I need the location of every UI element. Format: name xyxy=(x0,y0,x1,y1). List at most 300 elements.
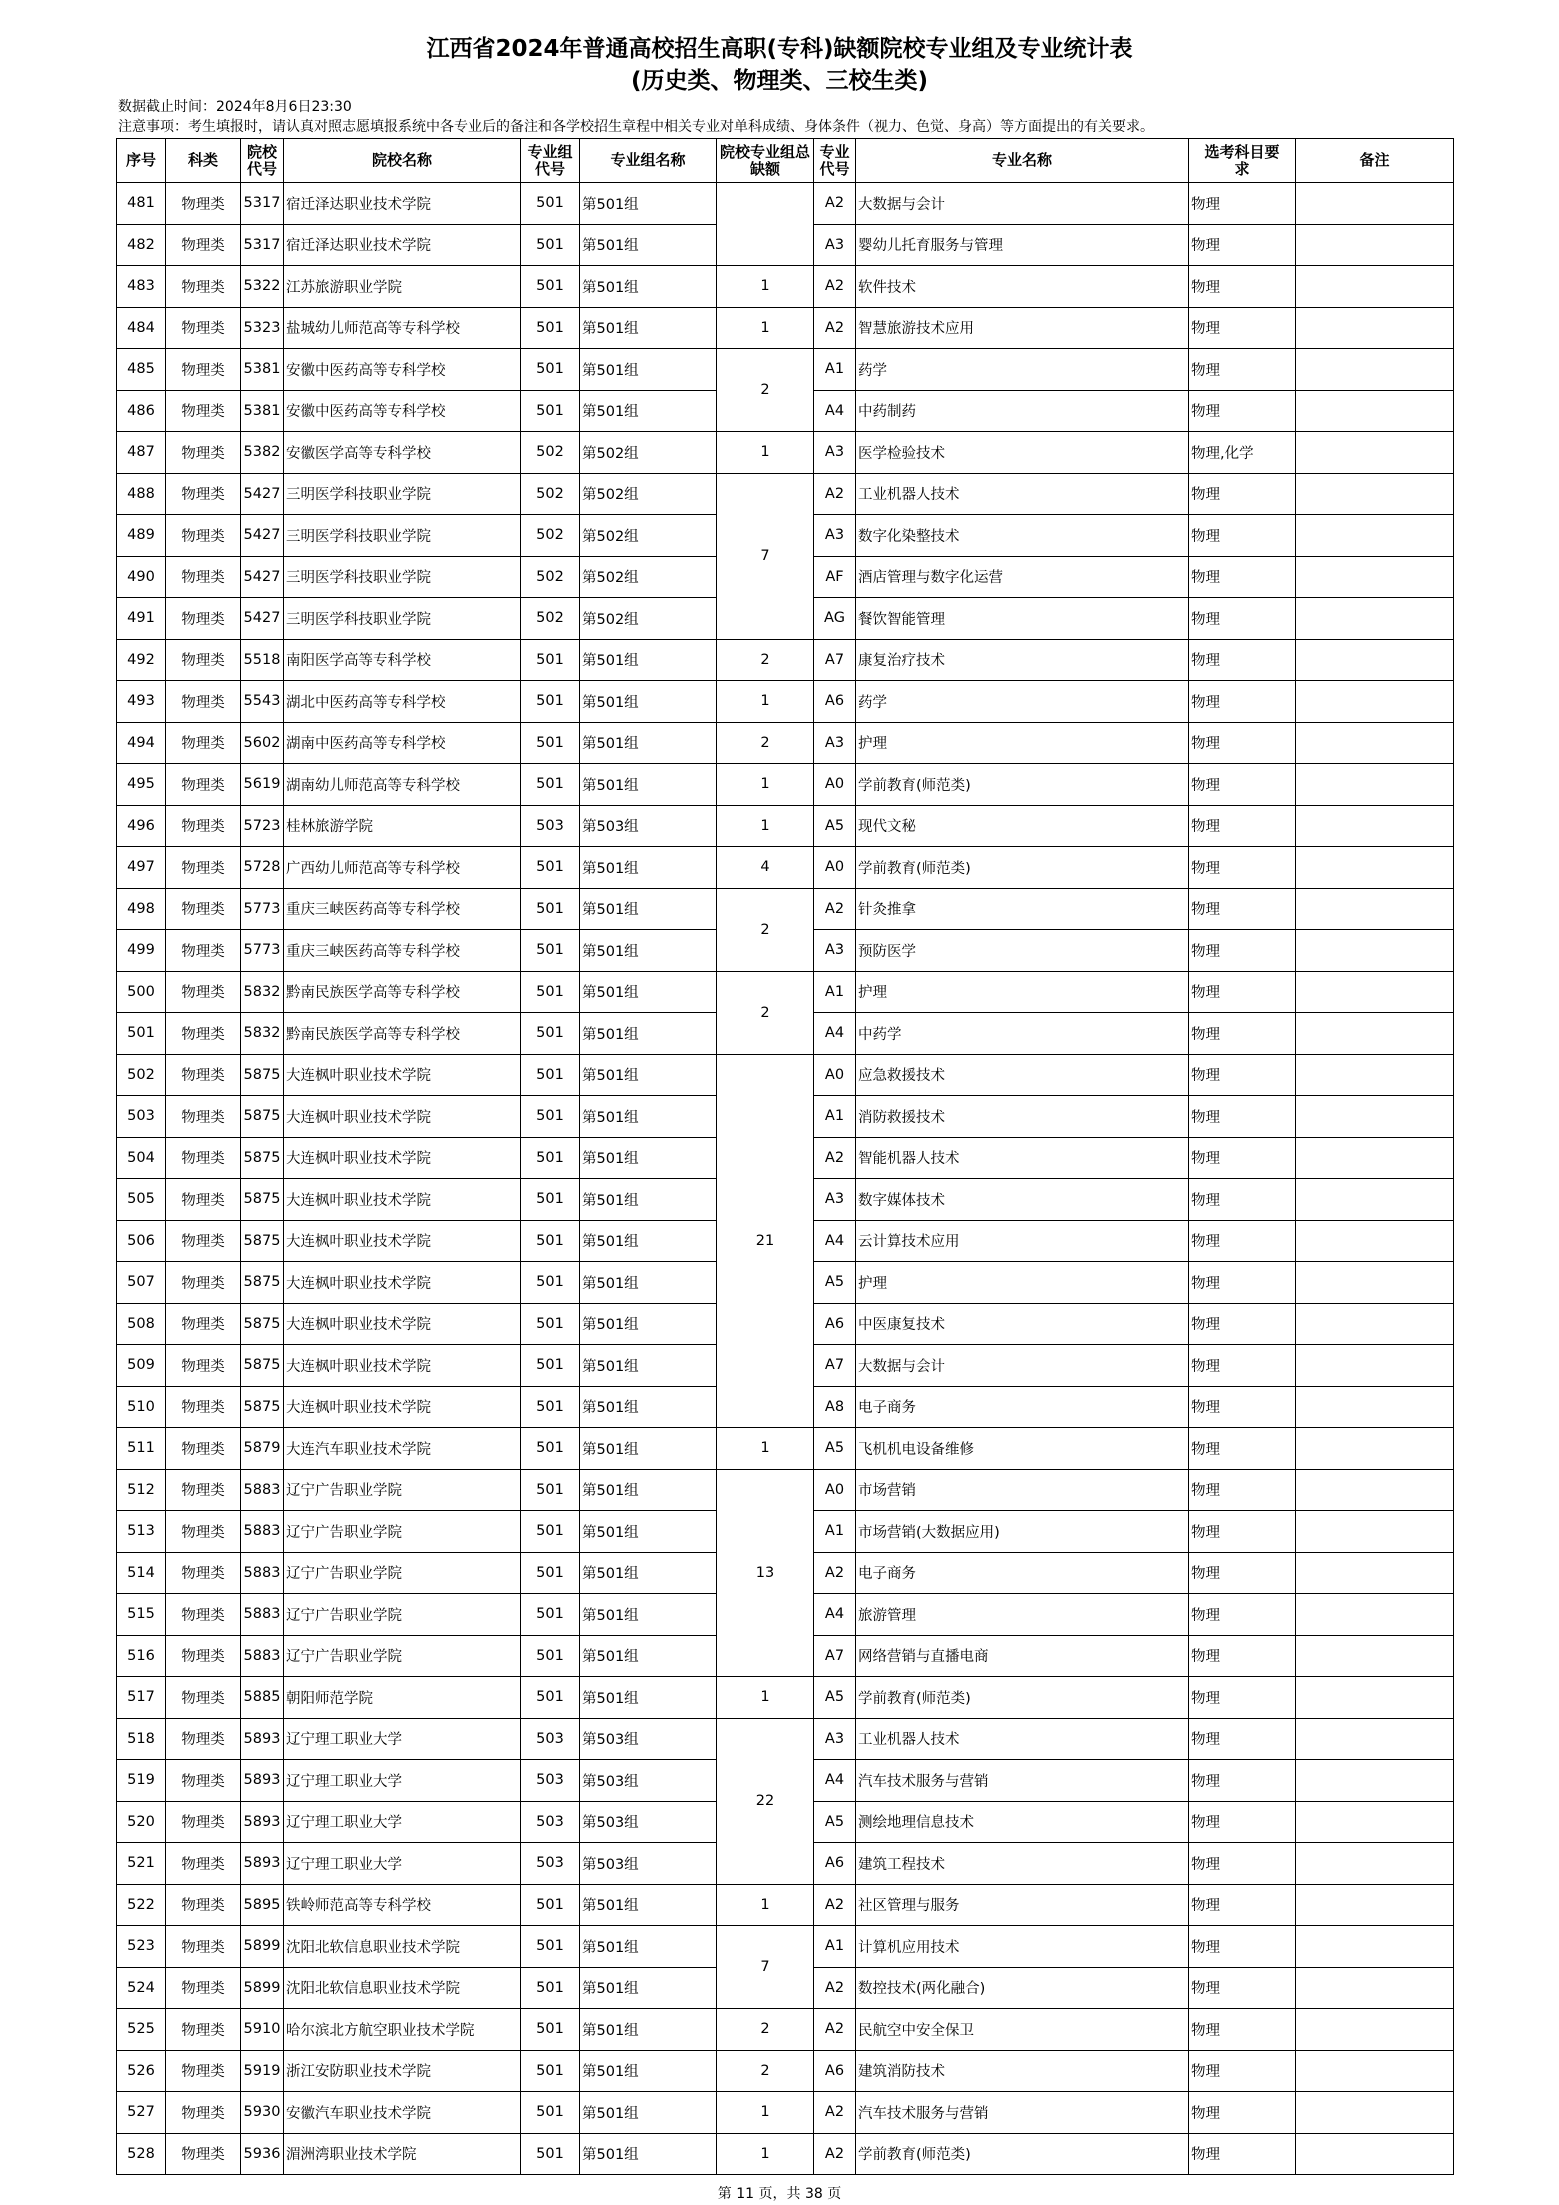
cell-category: 物理类 xyxy=(166,1137,241,1179)
cell-category: 物理类 xyxy=(166,432,241,474)
cell-group-name: 第501组 xyxy=(580,1220,717,1262)
cell-seq: 521 xyxy=(117,1843,166,1885)
cell-school-code: 5893 xyxy=(241,1760,284,1802)
cell-major-code: A2 xyxy=(814,1137,856,1179)
cell-group-code: 501 xyxy=(521,1137,580,1179)
cell-category: 物理类 xyxy=(166,1469,241,1511)
cell-remark xyxy=(1296,1967,1454,2009)
cell-group-code: 501 xyxy=(521,1594,580,1636)
cell-school-name: 大连枫叶职业技术学院 xyxy=(284,1386,521,1428)
cell-group-code: 501 xyxy=(521,1220,580,1262)
cell-group-code: 501 xyxy=(521,1635,580,1677)
cell-school-name: 黔南民族医学高等专科学校 xyxy=(284,1013,521,1055)
cell-major-name: 测绘地理信息技术 xyxy=(856,1801,1189,1843)
cell-category: 物理类 xyxy=(166,681,241,723)
cell-group-code: 503 xyxy=(521,1718,580,1760)
table-row xyxy=(117,2133,1454,2175)
cell-vacancy: 1 xyxy=(717,266,814,308)
cell-major-name: 护理 xyxy=(856,971,1189,1013)
cell-group-name: 第503组 xyxy=(580,1801,717,1843)
cell-group-name: 第501组 xyxy=(580,888,717,930)
cell-subject-req: 物理 xyxy=(1189,1511,1296,1553)
cell-remark xyxy=(1296,2050,1454,2092)
cell-school-name: 重庆三峡医药高等专科学校 xyxy=(284,888,521,930)
cell-major-name: 工业机器人技术 xyxy=(856,1718,1189,1760)
header-school-code: 院校代号 xyxy=(241,139,284,183)
cell-remark xyxy=(1296,1511,1454,1553)
cell-vacancy: 2 xyxy=(717,2009,814,2051)
cell-subject-req: 物理 xyxy=(1189,639,1296,681)
cell-school-code: 5893 xyxy=(241,1718,284,1760)
cell-seq: 490 xyxy=(117,556,166,598)
cell-group-code: 501 xyxy=(521,930,580,972)
cell-category: 物理类 xyxy=(166,1760,241,1802)
cell-school-name: 辽宁理工职业大学 xyxy=(284,1760,521,1802)
cell-group-name: 第501组 xyxy=(580,224,717,266)
cell-group-code: 502 xyxy=(521,473,580,515)
table-row xyxy=(117,266,1454,308)
table-row xyxy=(117,764,1454,806)
cell-major-code: A4 xyxy=(814,1013,856,1055)
cell-seq: 514 xyxy=(117,1552,166,1594)
cell-seq: 509 xyxy=(117,1345,166,1387)
cell-category: 物理类 xyxy=(166,1677,241,1719)
cell-seq: 510 xyxy=(117,1386,166,1428)
header-subject-req: 选考科目要求 xyxy=(1189,139,1296,183)
cell-group-name: 第502组 xyxy=(580,556,717,598)
cell-school-name: 湖南中医药高等专科学校 xyxy=(284,722,521,764)
cell-remark xyxy=(1296,515,1454,557)
cell-major-code: A2 xyxy=(814,2092,856,2134)
cell-major-code: A0 xyxy=(814,1469,856,1511)
cell-category: 物理类 xyxy=(166,1096,241,1138)
cell-group-name: 第502组 xyxy=(580,432,717,474)
page-subtitle: (历史类、物理类、三校生类) xyxy=(630,68,929,94)
cell-group-code: 502 xyxy=(521,598,580,640)
header-category: 科类 xyxy=(166,139,241,183)
cell-school-code: 5381 xyxy=(241,349,284,391)
cell-group-code: 501 xyxy=(521,1511,580,1553)
cell-school-name: 三明医学科技职业学院 xyxy=(284,515,521,557)
cell-category: 物理类 xyxy=(166,1179,241,1221)
cell-major-code: A2 xyxy=(814,183,856,225)
cell-school-name: 湖南幼儿师范高等专科学校 xyxy=(284,764,521,806)
cell-subject-req: 物理 xyxy=(1189,266,1296,308)
cell-school-name: 辽宁广告职业学院 xyxy=(284,1552,521,1594)
cell-subject-req: 物理 xyxy=(1189,1884,1296,1926)
cell-vacancy xyxy=(717,183,814,266)
table-row xyxy=(117,432,1454,474)
cell-school-code: 5875 xyxy=(241,1386,284,1428)
cell-school-code: 5832 xyxy=(241,1013,284,1055)
cell-seq: 517 xyxy=(117,1677,166,1719)
cell-major-code: A6 xyxy=(814,1303,856,1345)
cell-school-name: 大连枫叶职业技术学院 xyxy=(284,1220,521,1262)
cell-major-name: 消防救援技术 xyxy=(856,1096,1189,1138)
cell-category: 物理类 xyxy=(166,1345,241,1387)
cell-category: 物理类 xyxy=(166,971,241,1013)
cell-remark xyxy=(1296,1884,1454,1926)
cell-major-name: 市场营销(大数据应用) xyxy=(856,1511,1189,1553)
table-row xyxy=(117,888,1454,930)
cell-major-name: 大数据与会计 xyxy=(856,183,1189,225)
cell-major-code: A7 xyxy=(814,639,856,681)
cell-category: 物理类 xyxy=(166,930,241,972)
cell-group-code: 501 xyxy=(521,764,580,806)
cell-school-code: 5322 xyxy=(241,266,284,308)
cell-school-name: 辽宁广告职业学院 xyxy=(284,1635,521,1677)
cell-remark xyxy=(1296,224,1454,266)
header-school-name: 院校名称 xyxy=(284,139,521,183)
cell-school-code: 5728 xyxy=(241,847,284,889)
cell-vacancy: 2 xyxy=(717,888,814,971)
cell-seq: 508 xyxy=(117,1303,166,1345)
cell-remark xyxy=(1296,1386,1454,1428)
cell-school-code: 5883 xyxy=(241,1594,284,1636)
cell-major-name: 云计算技术应用 xyxy=(856,1220,1189,1262)
cell-remark xyxy=(1296,1718,1454,1760)
cell-major-name: 学前教育(师范类) xyxy=(856,2133,1189,2175)
cell-school-code: 5930 xyxy=(241,2092,284,2134)
cell-group-name: 第502组 xyxy=(580,515,717,557)
cell-group-name: 第501组 xyxy=(580,2050,717,2092)
cell-subject-req: 物理 xyxy=(1189,1054,1296,1096)
cell-major-code: A0 xyxy=(814,1054,856,1096)
cell-group-name: 第501组 xyxy=(580,764,717,806)
cell-school-name: 大连枫叶职业技术学院 xyxy=(284,1262,521,1304)
cell-major-name: 软件技术 xyxy=(856,266,1189,308)
cell-seq: 525 xyxy=(117,2009,166,2051)
cell-major-code: A6 xyxy=(814,1843,856,1885)
cell-seq: 505 xyxy=(117,1179,166,1221)
cell-group-code: 501 xyxy=(521,390,580,432)
table-row xyxy=(117,847,1454,889)
cell-school-name: 三明医学科技职业学院 xyxy=(284,598,521,640)
cell-category: 物理类 xyxy=(166,515,241,557)
cell-major-name: 中药学 xyxy=(856,1013,1189,1055)
cell-major-code: A4 xyxy=(814,390,856,432)
cell-remark xyxy=(1296,1054,1454,1096)
cell-remark xyxy=(1296,1594,1454,1636)
cell-category: 物理类 xyxy=(166,888,241,930)
cell-remark xyxy=(1296,1345,1454,1387)
cell-school-code: 5885 xyxy=(241,1677,284,1719)
cell-group-code: 501 xyxy=(521,307,580,349)
cell-remark xyxy=(1296,266,1454,308)
cell-category: 物理类 xyxy=(166,722,241,764)
cell-group-code: 501 xyxy=(521,1469,580,1511)
cell-school-code: 5518 xyxy=(241,639,284,681)
cell-major-code: A4 xyxy=(814,1594,856,1636)
cell-remark xyxy=(1296,1137,1454,1179)
table-row xyxy=(117,2050,1454,2092)
cell-seq: 502 xyxy=(117,1054,166,1096)
cell-vacancy: 22 xyxy=(717,1718,814,1884)
cell-seq: 519 xyxy=(117,1760,166,1802)
cell-school-name: 沈阳北软信息职业技术学院 xyxy=(284,1967,521,2009)
cell-group-code: 501 xyxy=(521,847,580,889)
cell-major-name: 护理 xyxy=(856,722,1189,764)
cell-school-name: 安徽医学高等专科学校 xyxy=(284,432,521,474)
cell-group-code: 501 xyxy=(521,1428,580,1470)
cell-subject-req: 物理 xyxy=(1189,1220,1296,1262)
cell-major-code: A1 xyxy=(814,971,856,1013)
cell-remark xyxy=(1296,847,1454,889)
cell-group-name: 第503组 xyxy=(580,1718,717,1760)
header-major-code: 专业代号 xyxy=(814,139,856,183)
cell-major-name: 应急救援技术 xyxy=(856,1054,1189,1096)
cell-major-code: A4 xyxy=(814,1220,856,1262)
cell-group-name: 第501组 xyxy=(580,349,717,391)
cell-school-code: 5773 xyxy=(241,930,284,972)
cell-remark xyxy=(1296,1220,1454,1262)
cell-group-name: 第502组 xyxy=(580,473,717,515)
cell-group-code: 501 xyxy=(521,1386,580,1428)
cell-subject-req: 物理 xyxy=(1189,390,1296,432)
cell-group-name: 第501组 xyxy=(580,390,717,432)
cell-remark xyxy=(1296,1179,1454,1221)
cell-category: 物理类 xyxy=(166,224,241,266)
cell-school-code: 5875 xyxy=(241,1262,284,1304)
cell-school-name: 盐城幼儿师范高等专科学校 xyxy=(284,307,521,349)
cell-remark xyxy=(1296,1096,1454,1138)
cell-remark xyxy=(1296,2009,1454,2051)
cell-school-name: 黔南民族医学高等专科学校 xyxy=(284,971,521,1013)
cell-school-name: 沈阳北软信息职业技术学院 xyxy=(284,1926,521,1968)
cell-seq: 489 xyxy=(117,515,166,557)
cell-group-code: 501 xyxy=(521,1262,580,1304)
cell-subject-req: 物理 xyxy=(1189,2133,1296,2175)
cell-category: 物理类 xyxy=(166,1220,241,1262)
cell-school-code: 5910 xyxy=(241,2009,284,2051)
cell-major-name: 餐饮智能管理 xyxy=(856,598,1189,640)
cell-seq: 528 xyxy=(117,2133,166,2175)
cell-group-code: 501 xyxy=(521,1303,580,1345)
cell-vacancy: 7 xyxy=(717,1926,814,2009)
cell-group-code: 503 xyxy=(521,1843,580,1885)
cell-school-name: 大连枫叶职业技术学院 xyxy=(284,1345,521,1387)
cell-seq: 512 xyxy=(117,1469,166,1511)
cell-group-code: 501 xyxy=(521,1884,580,1926)
cell-school-code: 5723 xyxy=(241,805,284,847)
cell-school-name: 辽宁广告职业学院 xyxy=(284,1469,521,1511)
cell-subject-req: 物理 xyxy=(1189,1718,1296,1760)
cell-school-name: 浙江安防职业技术学院 xyxy=(284,2050,521,2092)
cell-seq: 481 xyxy=(117,183,166,225)
cell-seq: 496 xyxy=(117,805,166,847)
cell-school-name: 朝阳师范学院 xyxy=(284,1677,521,1719)
cell-group-code: 501 xyxy=(521,1179,580,1221)
page-footer: 第 11 页，共 38 页 xyxy=(717,2186,842,2202)
cell-major-code: AG xyxy=(814,598,856,640)
cell-school-name: 安徽汽车职业技术学院 xyxy=(284,2092,521,2134)
cell-school-code: 5883 xyxy=(241,1635,284,1677)
cell-major-code: A2 xyxy=(814,2133,856,2175)
cell-group-code: 503 xyxy=(521,1760,580,1802)
cell-school-code: 5875 xyxy=(241,1303,284,1345)
header-remark: 备注 xyxy=(1296,139,1454,183)
cutoff-time: 数据截止时间：2024年8月6日23:30 xyxy=(118,99,352,115)
table-row xyxy=(117,183,1454,225)
cell-remark xyxy=(1296,1552,1454,1594)
cell-subject-req: 物理 xyxy=(1189,1843,1296,1885)
cell-school-code: 5875 xyxy=(241,1137,284,1179)
table-row xyxy=(117,1054,1454,1096)
cell-seq: 501 xyxy=(117,1013,166,1055)
cell-subject-req: 物理 xyxy=(1189,1013,1296,1055)
cell-group-name: 第501组 xyxy=(580,1054,717,1096)
cell-group-name: 第501组 xyxy=(580,1262,717,1304)
cell-school-name: 三明医学科技职业学院 xyxy=(284,473,521,515)
cell-subject-req: 物理 xyxy=(1189,1469,1296,1511)
cell-category: 物理类 xyxy=(166,1594,241,1636)
cell-subject-req: 物理 xyxy=(1189,1594,1296,1636)
cell-school-code: 5895 xyxy=(241,1884,284,1926)
cell-school-name: 重庆三峡医药高等专科学校 xyxy=(284,930,521,972)
cell-subject-req: 物理 xyxy=(1189,224,1296,266)
cell-seq: 524 xyxy=(117,1967,166,2009)
cell-group-name: 第503组 xyxy=(580,1760,717,1802)
header-seq: 序号 xyxy=(117,139,166,183)
cell-group-name: 第501组 xyxy=(580,847,717,889)
cell-major-name: 旅游管理 xyxy=(856,1594,1189,1636)
cell-major-code: A6 xyxy=(814,2050,856,2092)
cell-subject-req: 物理 xyxy=(1189,1345,1296,1387)
cell-major-name: 电子商务 xyxy=(856,1386,1189,1428)
cell-major-code: A1 xyxy=(814,1511,856,1553)
cell-remark xyxy=(1296,1677,1454,1719)
cell-major-code: A5 xyxy=(814,1677,856,1719)
cell-category: 物理类 xyxy=(166,307,241,349)
cell-category: 物理类 xyxy=(166,556,241,598)
cell-remark xyxy=(1296,1469,1454,1511)
cell-category: 物理类 xyxy=(166,1884,241,1926)
cell-major-name: 中药制药 xyxy=(856,390,1189,432)
cell-major-name: 针灸推拿 xyxy=(856,888,1189,930)
cell-school-code: 5919 xyxy=(241,2050,284,2092)
cell-category: 物理类 xyxy=(166,805,241,847)
cell-subject-req: 物理,化学 xyxy=(1189,432,1296,474)
cell-group-code: 501 xyxy=(521,2133,580,2175)
cell-group-code: 501 xyxy=(521,1967,580,2009)
cell-seq: 506 xyxy=(117,1220,166,1262)
cell-major-name: 数字化染整技术 xyxy=(856,515,1189,557)
cell-subject-req: 物理 xyxy=(1189,2092,1296,2134)
cell-group-name: 第501组 xyxy=(580,639,717,681)
cell-school-name: 大连枫叶职业技术学院 xyxy=(284,1054,521,1096)
cell-group-code: 501 xyxy=(521,1345,580,1387)
cell-major-name: 电子商务 xyxy=(856,1552,1189,1594)
cell-seq: 500 xyxy=(117,971,166,1013)
cell-major-code: A2 xyxy=(814,473,856,515)
cell-category: 物理类 xyxy=(166,1718,241,1760)
cell-group-code: 501 xyxy=(521,2092,580,2134)
cell-remark xyxy=(1296,639,1454,681)
cell-group-name: 第501组 xyxy=(580,1345,717,1387)
cell-group-name: 第501组 xyxy=(580,183,717,225)
cell-major-name: 工业机器人技术 xyxy=(856,473,1189,515)
cell-group-name: 第501组 xyxy=(580,1967,717,2009)
cell-subject-req: 物理 xyxy=(1189,1552,1296,1594)
cell-subject-req: 物理 xyxy=(1189,722,1296,764)
cell-subject-req: 物理 xyxy=(1189,349,1296,391)
cell-seq: 520 xyxy=(117,1801,166,1843)
table-row xyxy=(117,971,1454,1013)
cell-subject-req: 物理 xyxy=(1189,1760,1296,1802)
cell-school-code: 5875 xyxy=(241,1096,284,1138)
cell-remark xyxy=(1296,1635,1454,1677)
cell-school-code: 5382 xyxy=(241,432,284,474)
cell-major-name: 社区管理与服务 xyxy=(856,1884,1189,1926)
cell-category: 物理类 xyxy=(166,2133,241,2175)
cell-subject-req: 物理 xyxy=(1189,1967,1296,2009)
cell-school-code: 5893 xyxy=(241,1843,284,1885)
cell-subject-req: 物理 xyxy=(1189,183,1296,225)
cell-group-name: 第503组 xyxy=(580,805,717,847)
cell-group-code: 501 xyxy=(521,2050,580,2092)
cell-seq: 511 xyxy=(117,1428,166,1470)
cell-seq: 487 xyxy=(117,432,166,474)
table-row xyxy=(117,1718,1454,1760)
cell-vacancy: 2 xyxy=(717,722,814,764)
cell-major-name: 中医康复技术 xyxy=(856,1303,1189,1345)
cell-major-name: 智慧旅游技术应用 xyxy=(856,307,1189,349)
vacancy-table xyxy=(116,138,1454,2175)
cell-major-name: 汽车技术服务与营销 xyxy=(856,1760,1189,1802)
cell-group-code: 501 xyxy=(521,1926,580,1968)
cell-category: 物理类 xyxy=(166,2092,241,2134)
cell-major-code: A3 xyxy=(814,930,856,972)
cell-major-name: 现代文秘 xyxy=(856,805,1189,847)
cell-major-code: A2 xyxy=(814,266,856,308)
cell-vacancy: 2 xyxy=(717,971,814,1054)
table-header-row xyxy=(117,139,1454,183)
cell-group-name: 第501组 xyxy=(580,1511,717,1553)
cell-subject-req: 物理 xyxy=(1189,1926,1296,1968)
cell-vacancy: 1 xyxy=(717,307,814,349)
cell-category: 物理类 xyxy=(166,390,241,432)
cell-remark xyxy=(1296,1843,1454,1885)
cell-school-code: 5619 xyxy=(241,764,284,806)
cell-subject-req: 物理 xyxy=(1189,805,1296,847)
cell-school-code: 5602 xyxy=(241,722,284,764)
cell-seq: 518 xyxy=(117,1718,166,1760)
header-major-name: 专业名称 xyxy=(856,139,1189,183)
cell-remark xyxy=(1296,681,1454,723)
cell-vacancy: 2 xyxy=(717,639,814,681)
cell-remark xyxy=(1296,598,1454,640)
cell-group-name: 第501组 xyxy=(580,1096,717,1138)
cell-category: 物理类 xyxy=(166,349,241,391)
cell-school-code: 5427 xyxy=(241,598,284,640)
cell-major-name: 学前教育(师范类) xyxy=(856,1677,1189,1719)
cell-vacancy: 1 xyxy=(717,1884,814,1926)
table-row xyxy=(117,473,1454,515)
table-row xyxy=(117,1428,1454,1470)
cell-remark xyxy=(1296,183,1454,225)
header-group-name: 专业组名称 xyxy=(580,139,717,183)
cell-group-code: 501 xyxy=(521,971,580,1013)
cell-group-code: 501 xyxy=(521,1013,580,1055)
cell-school-name: 宿迁泽达职业技术学院 xyxy=(284,183,521,225)
cell-major-code: A5 xyxy=(814,1801,856,1843)
cell-vacancy: 21 xyxy=(717,1054,814,1428)
cell-group-code: 501 xyxy=(521,1677,580,1719)
cell-remark xyxy=(1296,1262,1454,1304)
cell-major-code: A2 xyxy=(814,1967,856,2009)
cell-major-name: 康复治疗技术 xyxy=(856,639,1189,681)
table-row xyxy=(117,1926,1454,1968)
